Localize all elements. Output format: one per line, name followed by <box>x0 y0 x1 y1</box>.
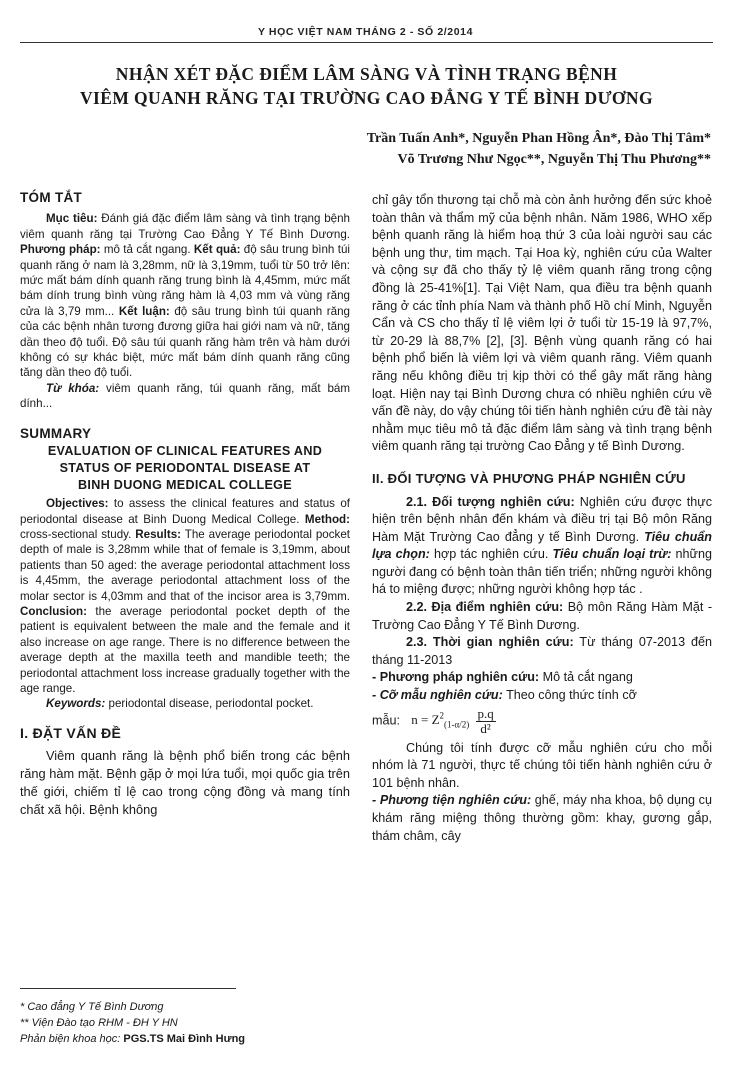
formula-denominator: d² <box>480 720 491 736</box>
design-label: - Phương pháp nghiên cứu: <box>372 670 540 685</box>
running-head: Y HỌC VIỆT NAM THÁNG 2 - SỐ 2/2014 <box>257 26 474 38</box>
method-label-en: Method: <box>299 512 350 526</box>
objectives-label-en: Objectives: <box>46 497 109 511</box>
formula-fraction <box>476 707 496 736</box>
section-2-1 <box>372 494 712 600</box>
abstract-vi-heading: TÓM TẮT <box>20 190 83 205</box>
footnotes <box>20 988 350 1047</box>
authors-line-2: Võ Trương Như Ngọc**, Nguyễn Thị Thu Phương** <box>397 152 711 167</box>
sample-label: - Cỡ mẫu nghiên cứu: <box>372 688 503 703</box>
tools-text: ghế, máy nha khoa, bộ dụng cụ khám răng miệng thông thường gồm: khay, gương gắp, thám châm, cây <box>372 793 712 843</box>
abstract-vi-keywords <box>20 381 350 412</box>
s23-label: 2.3. Thời gian nghiên cứu: <box>406 635 574 650</box>
selection-label: Tiêu chuẩn lựa chọn: <box>372 529 712 562</box>
formula-lhs: n = Z <box>411 712 440 728</box>
s22-text: Bộ môn Răng Hàm Mặt -Trường Cao Đẳng Y Tế Bình Dương. <box>372 600 713 632</box>
formula-sub: (1-α/2) <box>444 719 470 730</box>
tools-label: - Phương tiện nghiên cứu: <box>372 793 532 808</box>
abstract-en-keywords <box>20 696 350 711</box>
keywords-text: viêm quanh răng, túi quanh răng, mất bám dính... <box>20 381 351 411</box>
keywords-label: Từ khóa: <box>46 381 100 395</box>
exclusion-text: những người đang có bệnh toàn thân tiến triển; những người không há to miệng được; những người không hợp tác . <box>372 547 712 597</box>
title-line-1: NHẬN XÉT ĐẶC ĐIỂM LÂM SÀNG VÀ TÌNH TRẠNG BỆNH <box>115 64 618 84</box>
s21-label: 2.1. Đối tượng nghiên cứu: <box>406 494 575 509</box>
method-text-en: cross-sectional study. <box>20 527 132 541</box>
study-tools <box>372 792 712 845</box>
objective-text: Đánh giá đặc điểm lâm sàng và tình trạng bệnh viêm quanh răng tại Trường Cao Đẳng Y Tế Bình Dương. <box>20 212 350 241</box>
abstract-en-body <box>20 496 350 696</box>
intro-heading: I. ĐẶT VẤN ĐỀ <box>20 724 122 741</box>
results-label-en: Results: <box>131 527 182 541</box>
right-column <box>372 192 712 845</box>
sample-size <box>372 687 712 705</box>
conclusion-label-en: Conclusion: <box>20 604 87 618</box>
left-column <box>20 190 350 819</box>
results-text: độ sâu trung bình túi quanh răng ở nam là 3,28mm, nữ là 3,19mm, tuổi từ 50 trở lên: mức mất bám dính quanh răng trung bình là 4,45mm, mức mất bám dính trung bình vùng răng hàm là 4,03 mm và vùng răng cửa là 3,79 mm... <box>20 243 350 318</box>
footnote-1: * Cao đẳng Y Tế Bình Dương <box>20 1001 164 1013</box>
formula-prefix: mẫu: <box>372 713 400 728</box>
objective-label: Mục tiêu: <box>46 212 98 226</box>
sample-text: Theo công thức tính cỡ <box>502 688 637 703</box>
sample-result: Chúng tôi tính được cỡ mẫu nghiên cứu cho mỗi nhóm là 71 người, thực tế chúng tôi tiến hành nghiên cứu ở 101 bệnh nhân. <box>372 740 712 790</box>
author-list <box>191 128 711 170</box>
conclusion-text: độ sâu trung bình túi quanh răng của các bệnh nhân tương đương giữa hai giới nam và nữ, tăng dần theo độ tuổi. Độ sâu túi quanh răng hàm trên và hàm dưới không có sự khác biệt, mức mất bám dính quanh răng cũng tăng dần theo độ tuổi. <box>20 304 350 380</box>
summary-title-line-3: BINH DUONG MEDICAL COLLEGE <box>78 478 292 493</box>
exclusion-label: Tiêu chuẩn loại trừ: <box>548 547 672 562</box>
footnote-rule <box>20 988 236 989</box>
header-rule <box>20 42 713 43</box>
selection-text: hợp tác nghiên cứu. <box>429 547 549 562</box>
s23-text: Từ tháng 07-2013 đến tháng 11-2013 <box>372 635 712 667</box>
formula-sup: 2 <box>439 710 445 721</box>
method-text: mô tả cắt ngang. <box>100 243 191 257</box>
s22-label: 2.2. Địa điểm nghiên cứu: <box>406 600 564 615</box>
intro-paragraph-1: Viêm quanh răng là bệnh phổ biến trong các bệnh răng hàm mặt. Bệnh gặp ở mọi lứa tuổi, mọi quốc gia trên thế giới, chiếm tỉ lệ cao trong cộng đồng và mang tính chất xã hội. Bệnh không <box>20 748 350 818</box>
summary-heading: SUMMARY <box>20 425 92 441</box>
article-title <box>20 62 713 110</box>
section-2-3 <box>372 634 712 669</box>
objectives-text-en: to assess the clinical features and status of periodontal disease at Binh Duong Medical College. <box>20 497 350 526</box>
footnote-2: ** Viện Đào tạo RHM - ĐH Y HN <box>20 1017 178 1029</box>
reviewer-label: Phản biện khoa học: <box>20 1033 121 1045</box>
design-text: Mô tả cắt ngang <box>539 670 633 685</box>
results-label: Kết quả: <box>190 243 241 257</box>
s21-text: Nghiên cứu được thực hiện trên bệnh nhân đến khám và điều trị tại Bộ môn Răng Hàm Mặt Trường Cao đẳng y tế Bình Dương. <box>372 494 712 544</box>
summary-title-line-1: EVALUATION OF CLINICAL FEATURES AND <box>47 444 323 459</box>
sample-formula <box>372 707 712 736</box>
keywords-text-en: periodontal disease, periodontal pocket. <box>105 697 314 711</box>
study-design <box>372 669 712 687</box>
method-label: Phương pháp: <box>20 243 101 257</box>
reviewer-note <box>20 1031 350 1047</box>
reviewer-name: PGS.TS Mai Đình Hưng <box>120 1033 246 1045</box>
methods-heading: II. ĐỐI TƯỢNG VÀ PHƯƠNG PHÁP NGHIÊN CỨU <box>372 470 686 486</box>
summary-title-line-2: STATUS OF PERIODONTAL DISEASE AT <box>59 461 311 476</box>
conclusion-text-en: the average periodontal pocket depth of the patient is equivalent between the male and the female and it also increase on age range. There is no difference between the average depth at the maxilla teeth and mandible teeth; the periodontal attachment loss increase gradually together with the age range. <box>20 604 350 695</box>
keywords-label-en: Keywords: <box>46 697 106 711</box>
summary-title <box>20 443 350 494</box>
title-line-2: VIÊM QUANH RĂNG TẠI TRƯỜNG CAO ĐẲNG Y TẾ BÌNH DƯƠNG <box>80 88 653 108</box>
abstract-vi-body <box>20 211 350 380</box>
conclusion-label: Kết luận: <box>114 304 170 318</box>
formula-numerator: p.q <box>477 705 494 721</box>
authors-line-1: Trần Tuấn Anh*, Nguyễn Phan Hồng Ân*, Đào Thị Tâm* <box>366 131 711 146</box>
results-text-en: The average periodontal pocket depth of male is 3,28mm while that of female is 3,19mm, about patients than 50 aged: the average periodontal attachment loss is 4,45mm, the average periodontal attachment loss of the molar sector is 4,03mm and that of the incisor area is 3,79mm. <box>20 527 350 603</box>
intro-paragraph-1-continued: chỉ gây tổn thương tại chỗ mà còn ảnh hưởng đến sức khoẻ toàn thân và thẩm mỹ của bệnh nhân. Năm 1986, WHO xếp bệnh quanh răng là hiểm hoạ thứ 3 của loài người sau các bệnh ung thư, tim mạch. Tại Hoa kỳ, nghiên cứu của Walter và cộng sự đã cho thấy tỷ lệ viêm quanh răng trong cộng đồng là 25-41%[1]. Tại Việt Nam, qua điều tra bệnh quanh răng ở các tỉnh phía Nam và thành phố Hồ chí Minh, Nguyễn Cẩn và CS cho thấy tỉ lệ viêm lợi ở tuổi từ 15-19 là 97,7%, từ 20-29 là 88,7% [2], [3]. Bệnh vùng quanh răng có hai bệnh phổ biến là viêm lợi và viêm quanh răng. Viêm quanh răng nếu không điều trị kịp thời có thể gây mất răng hàng loạt. Hiện nay tại Bình Dương chưa có nhiều nghiên cứu về vấn đề này, do vậy chúng tôi tiến hành nghiên cứu đề tài này nhằm mục tiêu mô tả đặc điểm lâm sàng và tình trạng bệnh viêm quanh răng tại trường Cao Đẳng y tế Bình Dương. <box>372 193 712 454</box>
section-2-2 <box>372 599 712 634</box>
